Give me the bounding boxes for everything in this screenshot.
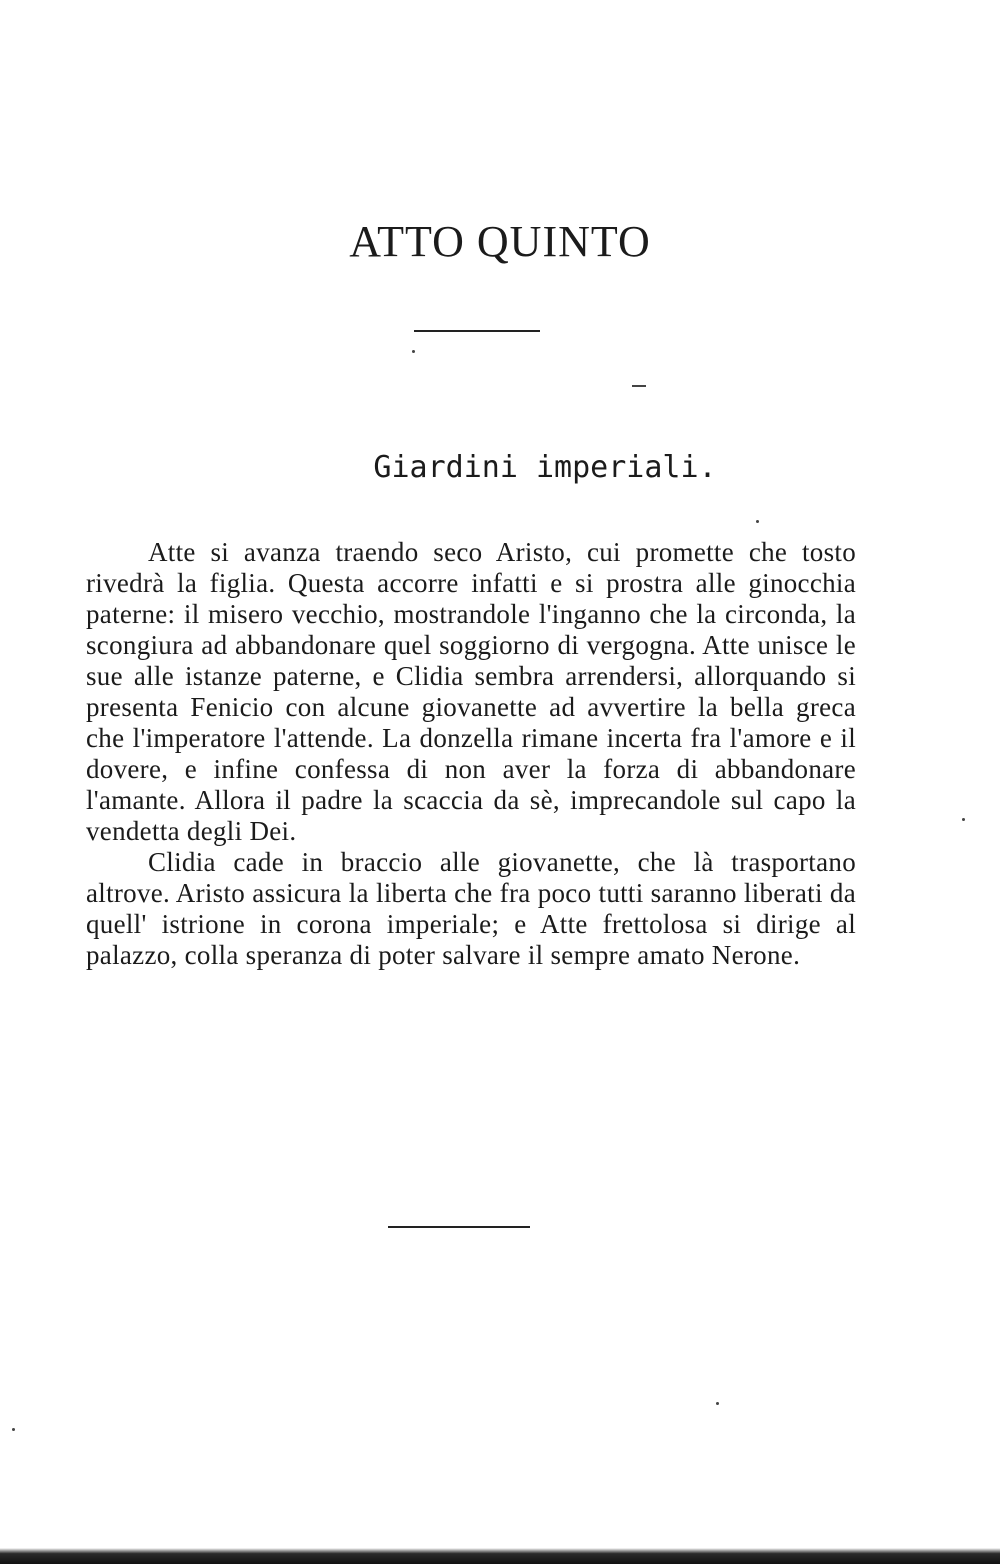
print-speck	[716, 1402, 719, 1405]
print-speck	[12, 1428, 15, 1431]
title-rule	[414, 330, 540, 332]
print-speck	[632, 385, 646, 387]
scene-title: Giardini imperiali.	[373, 450, 717, 485]
closing-rule	[388, 1226, 530, 1228]
act-title: ATTO QUINTO	[349, 217, 651, 266]
page-edge-shadow	[0, 1548, 1000, 1564]
synopsis-text	[86, 537, 856, 971]
print-speck	[962, 818, 965, 821]
paragraph-1: Atte si avanza traendo seco Aristo, cui promette che tosto rivedrà la figlia. Questa accorre infatti e si prostra alle ginocchia paterne: il misero vecchio, mostrandole l'inganno che la circonda, la scongiura ad abbandonare quel soggiorno di vergogna. Atte unisce le sue alle istanze paterne, e Clidia sembra arrendersi, allorquando si presenta Fenicio con alcune giovanette ad avvertire la bella greca che l'imperatore l'attende. La donzella rimane incerta fra l'amore e il dovere, e infine confessa di non aver la forza di abbandonare l'amante. Allora il padre la scaccia da sè, imprecandole sul capo la vendetta degli Dei.	[86, 537, 856, 846]
print-speck	[756, 520, 759, 523]
print-speck	[412, 350, 415, 353]
paragraph-2: Clidia cade in braccio alle giovanette, che là trasportano altrove. Aristo assicura la liberta che fra poco tutti saranno liberati da quell' istrione in corona imperiale; e Atte frettolosa si dirige al palazzo, colla speranza di poter salvare il sempre amato Nerone.	[86, 847, 856, 970]
